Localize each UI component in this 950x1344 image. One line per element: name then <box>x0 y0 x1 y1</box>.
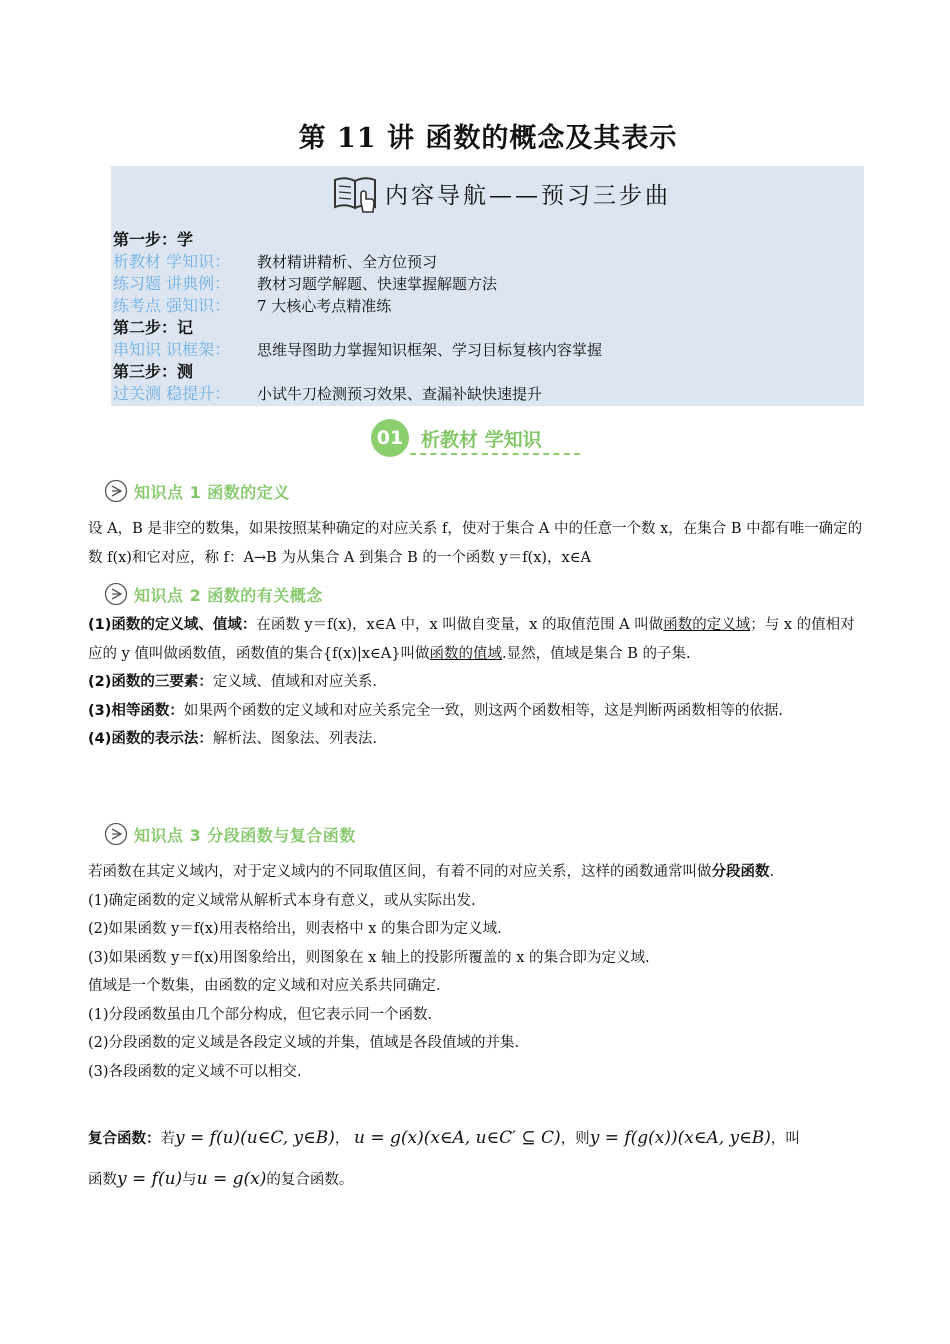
kp3-intro: 若函数在其定义域内，对于定义域内的不同取值区间，有着不同的对应关系，这样的函数通常叫做分段函数. <box>88 864 775 880</box>
kp3-line: (1)分段函数虽由几个部分构成，但它表示同一个函数. <box>88 1006 433 1023</box>
step-three: 第三步：测 <box>113 362 194 381</box>
arrow-circle-icon <box>104 479 128 503</box>
page-title: 第 11 讲 函数的概念及其表示 <box>298 123 678 154</box>
section-label: 析教材 学知识 <box>421 428 542 451</box>
kp2-item-1: (1)函数的定义域、值域：在函数 y＝f(x)，x∈A 中，x 叫做自变量，x 的取值范围 A 叫做函数的定义域；与 x 的值相对应的 y 值叫做函数值，函数值的集合{f(x)|x∈A}叫做函数的值域.显然，值域是集合 B 的子集. <box>88 617 855 662</box>
math-formula: u = g(x)(x∈A, u∈C′ ⊆ C) <box>353 1128 561 1148</box>
nav-row: 析教材 学知识： 教材精讲精析、全方位预习 <box>113 252 438 271</box>
math-formula: y = f(g(x))(x∈A, y∈B) <box>589 1128 771 1148</box>
nav-header <box>331 172 671 214</box>
knowledge-point-1-title: 知识点 1 函数的定义 <box>134 482 290 502</box>
math-formula: y = f(u)(u∈C, y∈B) <box>175 1128 335 1148</box>
knowledge-point-3-title: 知识点 3 分段函数与复合函数 <box>134 825 356 845</box>
nav-row: 串知识 识框架： 思维导图助力掌握知识框架、学习目标复核内容掌握 <box>113 340 603 359</box>
step-two: 第二步：记 <box>113 318 194 337</box>
composite-line-2: 函数y = f(u)与u = g(x)的复合函数。 <box>88 1169 354 1189</box>
step-one: 第一步：学 <box>113 230 194 249</box>
nav-row: 过关测 稳提升： 小试牛刀检测预习效果、查漏补缺快速提升 <box>113 384 543 403</box>
arrow-circle-icon <box>104 822 128 846</box>
knowledge-point-2-title: 知识点 2 函数的有关概念 <box>134 585 323 605</box>
nav-row: 练习题 讲典例： 教材习题学解题、快速掌握解题方法 <box>113 274 498 293</box>
kp2-body <box>88 611 864 754</box>
nav-header-title: 内容导航——预习三步曲 <box>385 182 671 209</box>
nav-lines <box>113 229 853 405</box>
kp3-body <box>88 858 864 1086</box>
kp3-line: (2)如果函数 y＝f(x)用表格给出，则表格中 x 的集合即为定义域. <box>88 921 502 937</box>
composite-line-1: 复合函数：若y = f(u)(u∈C, y∈B)， u = g(x)(x∈A, u∈C′ ⊆ C)，则y = f(g(x))(x∈A, y∈B)，叫 <box>88 1128 800 1148</box>
kp3-line: (3)各段函数的定义域不可以相交. <box>88 1063 302 1080</box>
kp3-line: 值域是一个数集，由函数的定义域和对应关系共同确定. <box>88 978 441 994</box>
kp3-line: (2)分段函数的定义域是各段定义域的并集，值域是各段值域的并集. <box>88 1035 520 1051</box>
kp2-item-2: (2)函数的三要素：定义域、值域和对应关系. <box>88 674 377 690</box>
nav-row: 练考点 强知识： 7 大核心考点精准练 <box>113 296 392 315</box>
math-formula: u = g(x) <box>196 1169 267 1189</box>
composite-function <box>88 1118 864 1200</box>
kp3-line: (3)如果函数 y＝f(x)用图象给出，则图象在 x 轴上的投影所覆盖的 x 的集合即为定义域. <box>88 949 650 966</box>
math-formula: y = f(u) <box>117 1169 183 1189</box>
book-icon <box>331 172 381 214</box>
kp2-item-3: (3)相等函数：如果两个函数的定义域和对应关系完全一致，则这两个函数相等，这是判断两函数相等的依据. <box>88 702 783 719</box>
knowledge-point-1-heading <box>104 477 290 505</box>
arrow-circle-icon <box>104 582 128 606</box>
section-number: 01 <box>371 419 409 457</box>
content-navigation-box <box>111 166 864 406</box>
section-underline <box>410 453 580 455</box>
knowledge-point-3-heading <box>104 820 356 848</box>
kp1-definition: 设 A，B 是非空的数集，如果按照某种确定的对应关系 f，使对于集合 A 中的任意一个数 x，在集合 B 中都有唯一确定的数 f(x)和它对应，称 f：A→B 为从集合 A 到集合 B 的一个函数 y＝f(x)，x∈A <box>88 521 863 566</box>
kp3-line: (1)确定函数的定义域常从解析式本身有意义，或从实际出发. <box>88 892 476 909</box>
kp2-item-4: (4)函数的表示法：解析法、图象法、列表法. <box>88 731 377 747</box>
knowledge-point-2-heading <box>104 580 323 608</box>
